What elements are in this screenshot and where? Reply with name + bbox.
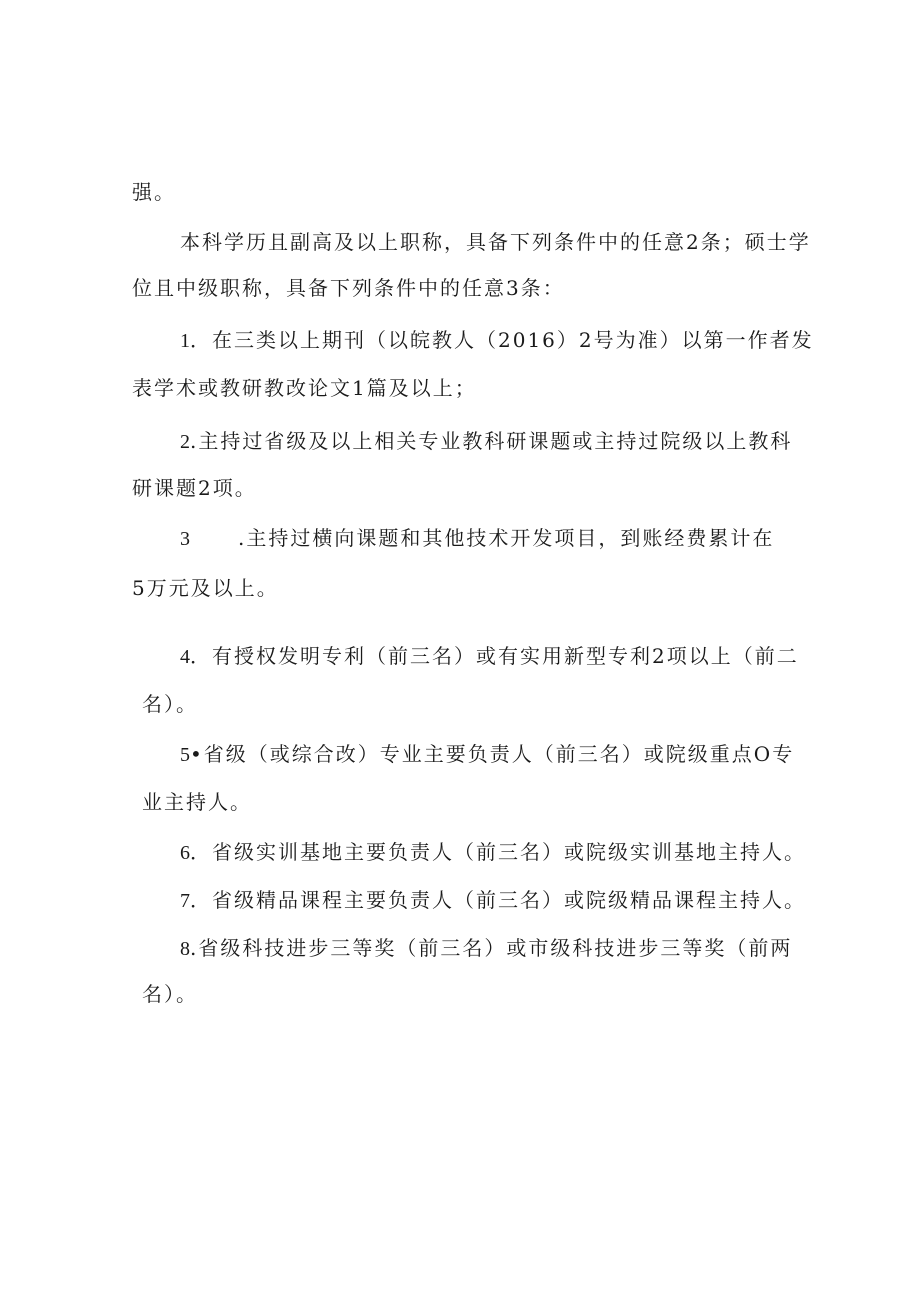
item-number: 1 bbox=[180, 330, 190, 352]
item-text: •省级（或综合改）专业主要负责人（前三名）或院级重点O专 bbox=[190, 742, 795, 766]
item-text: ．在三类以上期刊（以皖教人（2016）2号为准）以第一作者发 bbox=[190, 328, 814, 352]
list-item-5 bbox=[180, 740, 794, 769]
list-item-2-continuation: 研课题2项。 bbox=[132, 476, 257, 500]
list-item-3-continuation: 5万元及以上。 bbox=[132, 576, 279, 600]
list-item-8-continuation: 名）。 bbox=[142, 982, 198, 1006]
item-text: ．省级精品课程主要负责人（前三名）或院级精品课程主持人。 bbox=[190, 888, 806, 912]
list-item-1 bbox=[180, 326, 814, 355]
intro-line-2: 位且中级职称，具备下列条件中的任意3条： bbox=[132, 276, 565, 300]
item-text: ．省级实训基地主要负责人（前三名）或院级实训基地主持人。 bbox=[190, 840, 806, 864]
list-item-3 bbox=[180, 524, 774, 553]
text-fragment-top: 强。 bbox=[132, 180, 176, 204]
item-number: 5 bbox=[180, 744, 190, 766]
list-item-4 bbox=[180, 642, 799, 671]
item-number: 6 bbox=[180, 842, 190, 864]
item-number: 4 bbox=[180, 646, 190, 668]
item-text: .主持过省级及以上相关专业教科研课题或主持过院级以上教科 bbox=[190, 429, 793, 453]
item-number: 3 bbox=[180, 528, 190, 550]
intro-line-1: 本科学历且副高及以上职称，具备下列条件中的任意2条；硕士学 bbox=[180, 230, 811, 254]
item-number: 2 bbox=[180, 431, 190, 453]
item-number: 8 bbox=[180, 938, 190, 960]
list-item-7 bbox=[180, 886, 806, 915]
item-text: ．有授权发明专利（前三名）或有实用新型专利2项以上（前二 bbox=[190, 644, 799, 668]
item-number: 7 bbox=[180, 890, 190, 912]
list-item-8 bbox=[180, 934, 792, 963]
list-item-1-continuation: 表学术或教研教改论文1篇及以上； bbox=[132, 376, 477, 400]
list-item-6 bbox=[180, 838, 806, 867]
list-item-4-continuation: 名）。 bbox=[142, 692, 198, 716]
list-item-5-continuation: 业主持人。 bbox=[142, 790, 252, 814]
list-item-2 bbox=[180, 427, 792, 456]
item-text: .主持过横向课题和其他技术开发项目，到账经费累计在 bbox=[238, 526, 775, 550]
item-text: .省级科技进步三等奖（前三名）或市级科技进步三等奖（前两 bbox=[190, 936, 793, 960]
